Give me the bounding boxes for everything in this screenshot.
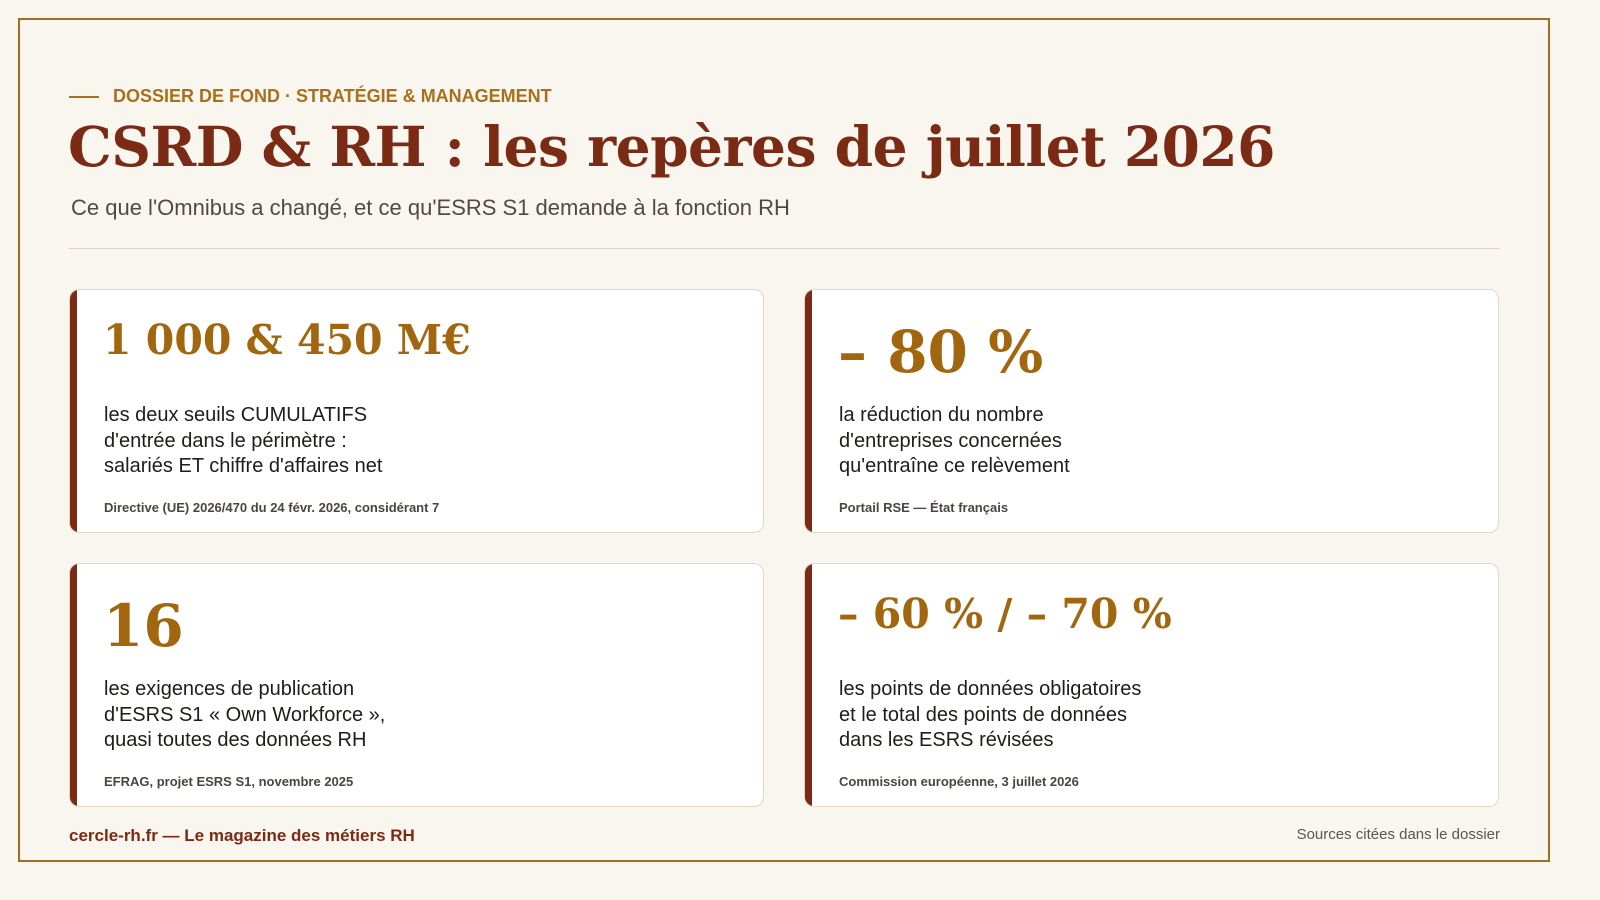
kicker xyxy=(69,86,552,107)
stat-description-line: les points de données obligatoires xyxy=(839,678,1142,700)
stat-source: EFRAG, projet ESRS S1, novembre 2025 xyxy=(104,774,354,789)
kicker-rule xyxy=(69,96,99,98)
stat-description-line: les deux seuils CUMULATIFS xyxy=(104,404,368,426)
card-accent-bar xyxy=(805,564,812,806)
stat-description-line: les exigences de publication xyxy=(104,678,355,700)
stat-card-reduction xyxy=(804,289,1499,533)
page-title: CSRD & RH : les repères de juillet 2026 xyxy=(68,114,1275,179)
stat-description-line: quasi toutes des données RH xyxy=(104,729,367,751)
stat-source: Commission européenne, 3 juillet 2026 xyxy=(839,774,1079,789)
stat-description-line: d'entreprises concernées xyxy=(839,429,1062,452)
stat-value: 1 000 & 450 M€ xyxy=(103,316,471,364)
stat-value: – 60 % / – 70 % xyxy=(838,590,1172,638)
stat-description xyxy=(104,403,382,480)
stat-description-line: salariés ET chiffre d'affaires net xyxy=(104,455,383,477)
kicker-text: DOSSIER DE FOND · STRATÉGIE & MANAGEMENT xyxy=(113,86,552,106)
stat-value: 16 xyxy=(103,592,184,660)
stat-description-line: la réduction du nombre xyxy=(839,404,1044,426)
page-subtitle: Ce que l'Omnibus a changé, et ce qu'ESRS S1 demande à la fonction RH xyxy=(71,195,790,220)
stat-description-line: qu'entraîne ce relèvement xyxy=(839,455,1070,477)
card-accent-bar xyxy=(70,564,77,806)
footer-sources-note: Sources citées dans le dossier xyxy=(1296,826,1500,843)
stat-description xyxy=(839,403,1070,480)
header-divider xyxy=(69,248,1500,249)
footer-brand: cercle-rh.fr — Le magazine des métiers RH xyxy=(69,826,415,845)
stat-description-line: dans les ESRS révisées xyxy=(839,729,1054,751)
stat-card-datapoints xyxy=(804,563,1499,807)
stat-description xyxy=(104,677,385,754)
stat-value: – 80 % xyxy=(838,318,1044,386)
stat-card-thresholds xyxy=(69,289,764,533)
stat-source: Directive (UE) 2026/470 du 24 févr. 2026, considérant 7 xyxy=(104,500,440,515)
stat-description xyxy=(839,677,1141,754)
stat-description-line: et le total des points de données xyxy=(839,703,1127,726)
stat-description-line: d'entrée dans le périmètre : xyxy=(104,429,347,452)
stat-description-line: d'ESRS S1 « Own Workforce », xyxy=(104,703,386,726)
stat-source: Portail RSE — État français xyxy=(839,500,1009,515)
card-accent-bar xyxy=(805,290,812,532)
stat-card-requirements xyxy=(69,563,764,807)
card-accent-bar xyxy=(70,290,77,532)
